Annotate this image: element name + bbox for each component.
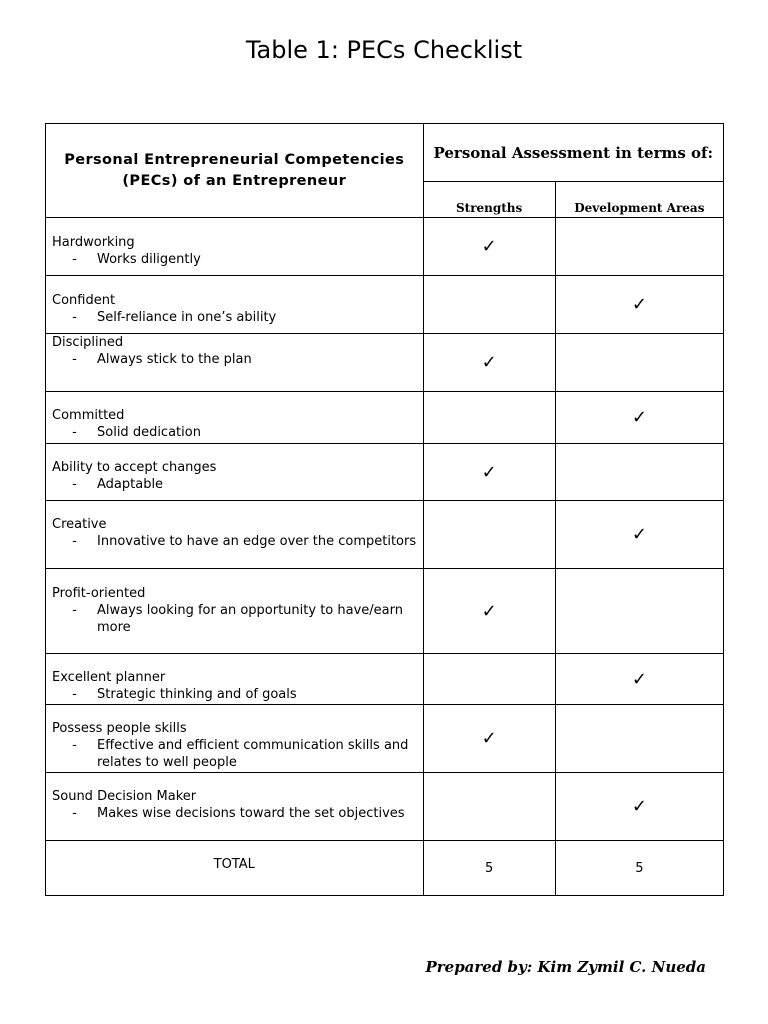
strength-check-cell xyxy=(423,654,555,705)
competency-name: Profit-oriented xyxy=(52,586,146,601)
table-row xyxy=(46,392,724,444)
page-title: Table 1: PECs Checklist xyxy=(245,36,523,64)
table-row xyxy=(46,218,724,276)
strength-check-cell xyxy=(423,392,555,444)
strength-check-cell xyxy=(423,276,555,334)
competency-name: Ability to accept changes xyxy=(52,460,217,475)
strength-check-cell: ✓ xyxy=(423,569,555,654)
prepared-by: Prepared by: Kim Zymil C. Nueda xyxy=(425,958,706,976)
competency-description: Adaptable xyxy=(97,477,164,492)
competency-description: Strategic thinking and of goals xyxy=(97,687,297,702)
competency-cell xyxy=(46,654,424,705)
bullet-dash: - xyxy=(72,477,77,492)
competency-name: Possess people skills xyxy=(52,721,187,736)
table-row xyxy=(46,569,724,654)
strength-check-cell: ✓ xyxy=(423,334,555,392)
bullet-dash: - xyxy=(72,603,77,618)
strength-check-cell: ✓ xyxy=(423,705,555,773)
bullet-dash: - xyxy=(72,806,77,821)
assessment-header: Personal Assessment in terms of: xyxy=(423,124,723,182)
table-row xyxy=(46,654,724,705)
development-check-cell xyxy=(555,334,723,392)
competency-description: Innovative to have an edge over the competitors xyxy=(97,534,417,549)
bullet-dash: - xyxy=(72,310,77,325)
bullet-dash: - xyxy=(72,252,77,267)
development-check-cell xyxy=(555,444,723,501)
competency-description: Always looking for an opportunity to have/earn more xyxy=(97,603,403,635)
development-check-cell: ✓ xyxy=(555,392,723,444)
development-check-cell: ✓ xyxy=(555,276,723,334)
bullet-dash: - xyxy=(72,687,77,702)
development-check-cell xyxy=(555,218,723,276)
table-row xyxy=(46,705,724,773)
competency-cell xyxy=(46,569,424,654)
strength-check-cell: ✓ xyxy=(423,218,555,276)
development-check-cell xyxy=(555,569,723,654)
development-check-cell xyxy=(555,705,723,773)
total-row xyxy=(46,841,724,896)
development-check-cell: ✓ xyxy=(555,501,723,569)
competency-description: Solid dedication xyxy=(97,425,201,440)
pecs-checklist-table xyxy=(45,123,724,896)
competency-header: Personal Entrepreneurial Competencies (PECs) of an Entrepreneur xyxy=(46,124,424,218)
competency-cell xyxy=(46,392,424,444)
table-row xyxy=(46,334,724,392)
strength-check-cell xyxy=(423,501,555,569)
competency-description: Makes wise decisions toward the set objectives xyxy=(97,806,405,821)
competency-cell xyxy=(46,501,424,569)
strength-check-cell: ✓ xyxy=(423,444,555,501)
total-label: TOTAL xyxy=(46,841,424,896)
table-row xyxy=(46,276,724,334)
competency-name: Creative xyxy=(52,517,107,532)
strengths-header: Strengths xyxy=(423,182,555,218)
bullet-dash: - xyxy=(72,738,77,753)
competency-description: Effective and efficient communication skills and relates to well people xyxy=(97,738,409,770)
competency-description: Self-reliance in one’s ability xyxy=(97,310,277,325)
competency-cell xyxy=(46,218,424,276)
table-row xyxy=(46,501,724,569)
table-row xyxy=(46,444,724,501)
competency-name: Excellent planner xyxy=(52,670,166,685)
competency-cell xyxy=(46,334,424,392)
competency-name: Hardworking xyxy=(52,235,135,250)
header-row xyxy=(46,124,724,182)
competency-cell xyxy=(46,773,424,841)
competency-cell xyxy=(46,444,424,501)
development-check-cell: ✓ xyxy=(555,654,723,705)
bullet-dash: - xyxy=(72,425,77,440)
bullet-dash: - xyxy=(72,534,77,549)
competency-cell xyxy=(46,705,424,773)
total-strengths: 5 xyxy=(423,841,555,896)
competency-description: Works diligently xyxy=(97,252,201,267)
bullet-dash: - xyxy=(72,352,77,367)
competency-cell xyxy=(46,276,424,334)
strength-check-cell xyxy=(423,773,555,841)
development-header: Development Areas xyxy=(555,182,723,218)
competency-name: Disciplined xyxy=(52,335,124,350)
competency-name: Confident xyxy=(52,293,116,308)
table-row xyxy=(46,773,724,841)
competency-description: Always stick to the plan xyxy=(97,352,252,367)
competency-name: Committed xyxy=(52,408,125,423)
development-check-cell: ✓ xyxy=(555,773,723,841)
total-development: 5 xyxy=(555,841,723,896)
competency-name: Sound Decision Maker xyxy=(52,789,197,804)
